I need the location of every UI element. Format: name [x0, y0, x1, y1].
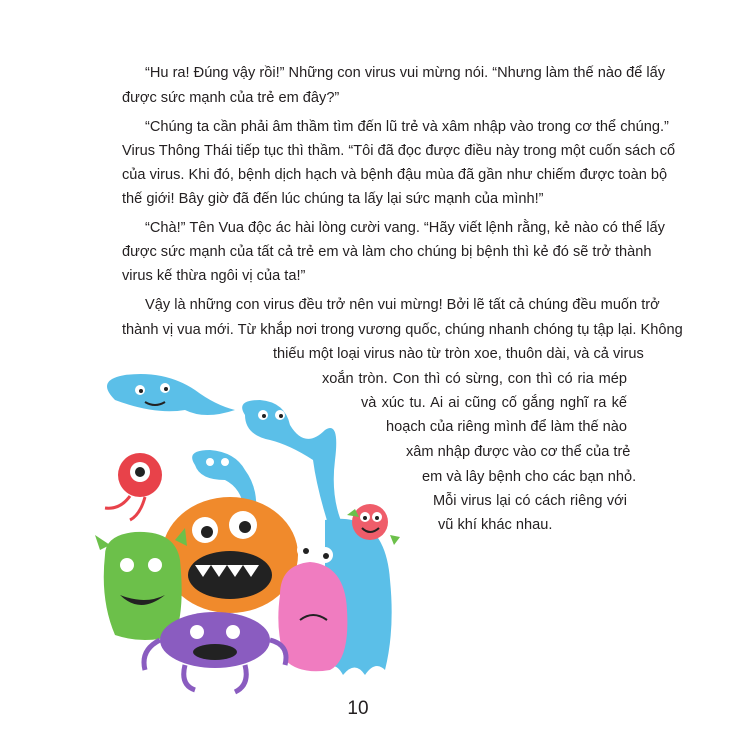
text-line: thành vị vua mới. Từ khắp nơi trong vương quốc, chúng nhanh chóng tụ tập lại. Không — [122, 322, 683, 338]
text-line: được sức mạnh của trẻ em đây?” — [122, 90, 340, 106]
virus-illustration — [85, 370, 425, 700]
text-line: Virus Thông Thái tiếp tục thì thầm. “Tôi đã đọc được điều này trong một cuốn sách cổ — [122, 143, 676, 159]
text-line: “Hu ra! Đúng vậy rồi!” Những con virus vui mừng nói. “Nhưng làm thế nào để lấy — [145, 65, 666, 81]
text-line: Mỗi virus lại có cách riêng với — [433, 493, 627, 509]
red-one-eyed-virus — [105, 453, 162, 520]
text-line: virus kế thừa ngôi vị của ta!” — [122, 268, 306, 284]
text-line: vũ khí khác nhau. — [438, 517, 553, 533]
text-line: “Chà!” Tên Vua độc ác hài lòng cười vang. “Hãy viết lệnh rằng, kẻ nào có thể lấy — [145, 220, 665, 236]
text-line: “Chúng ta cần phải âm thầm tìm đến lũ trẻ và xâm nhập vào trong cơ thể chúng.” — [145, 119, 669, 135]
text-line: xoắn tròn. Con thì có sừng, con thì có ria mép — [322, 371, 627, 387]
text-line: hoạch của riêng mình để làm thế nào — [386, 419, 627, 435]
text-line: và xúc tu. Ai ai cũng cố gắng nghĩ ra kế — [361, 395, 627, 411]
text-line: thế giới! Bây giờ đã đến lúc chúng ta lấy lại sức mạnh của mình!” — [122, 191, 544, 207]
page-number: 10 — [347, 698, 369, 719]
text-line: em và lây bệnh cho các bạn nhỏ. — [422, 469, 637, 485]
orange-spiky-virus — [162, 497, 298, 613]
text-line: của virus. Khi đó, bệnh dịch hạch và bệnh đậu mùa đã gần như chiếm được toàn bộ — [122, 167, 668, 183]
text-line: thiếu một loại virus nào từ tròn xoe, thuôn dài, và cả virus — [273, 346, 644, 362]
text-line: xâm nhập được vào cơ thể của trẻ — [406, 444, 631, 460]
text-line: được sức mạnh của tất cả trẻ em và làm cho chúng bị bệnh thì kẻ đó sẽ trở thành — [122, 244, 652, 260]
blue-tentacle-virus-top — [107, 374, 235, 415]
text-line: Vậy là những con virus đều trở nên vui mừng! Bởi lẽ tất cả chúng đều muốn trở — [145, 297, 660, 313]
